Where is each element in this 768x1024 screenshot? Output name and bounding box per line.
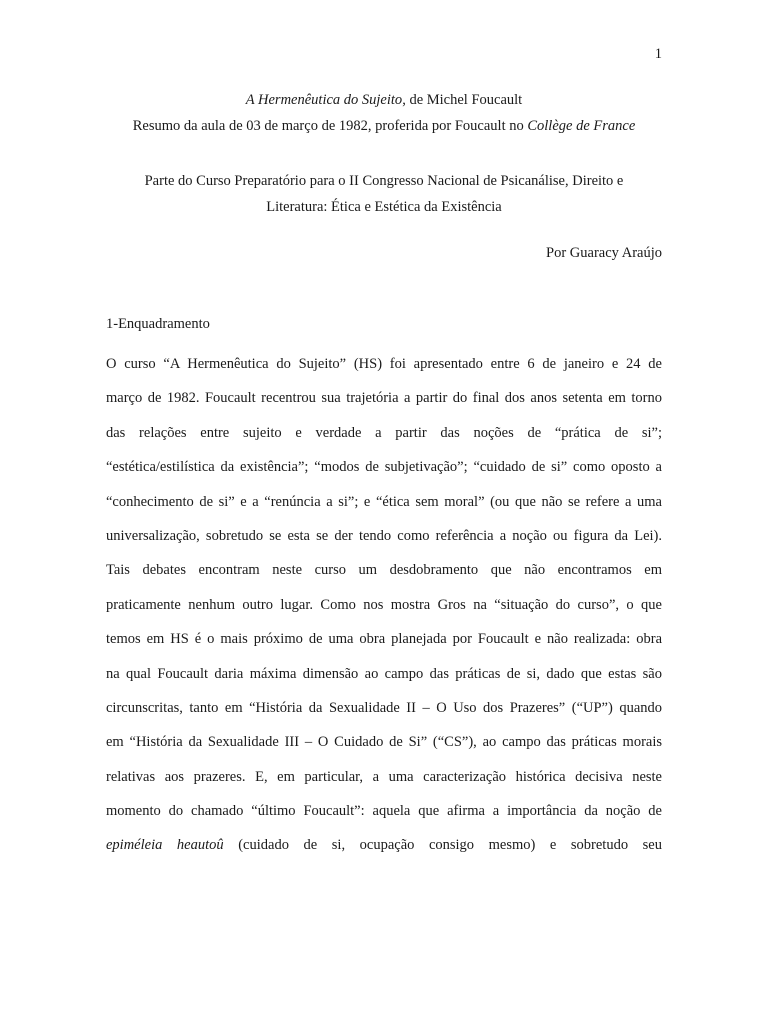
body-line-text: na qual Foucault daria máxima dimensão ao campo das práticas de si, dado que estas são bbox=[106, 665, 662, 682]
body-line bbox=[106, 767, 662, 801]
body-line bbox=[106, 664, 662, 698]
body-line bbox=[106, 526, 662, 560]
body-line-text: temos em HS é o mais próximo de uma obra planejada por Foucault e não realizada: obra bbox=[106, 631, 662, 648]
body-line bbox=[106, 354, 662, 388]
body-line bbox=[106, 423, 662, 457]
document-title bbox=[106, 90, 662, 110]
body-line-text: relativas aos prazeres. E, em particular, a uma caracterização histórica decisiva neste bbox=[106, 768, 662, 785]
body-line bbox=[106, 457, 662, 491]
body-line bbox=[106, 388, 662, 422]
section-heading: 1-Enquadramento bbox=[106, 316, 210, 332]
greek-term: epiméleia heautoû bbox=[106, 837, 224, 854]
body-line bbox=[106, 698, 662, 732]
body-line-text: “conhecimento de si” e a “renúncia a si”; e “ética sem moral” (ou que não se refere a uma bbox=[106, 493, 662, 510]
body-line-text: universalização, sobretudo se esta se der tendo como referência a noção ou figura da Lei). bbox=[106, 527, 662, 544]
body-line-text: “estética/estilística da existência”; “modos de subjetivação”; “cuidado de si” como oposto a bbox=[106, 459, 662, 476]
body-line bbox=[106, 560, 662, 594]
document-subtitle bbox=[106, 116, 662, 136]
body-line bbox=[106, 801, 662, 835]
body-paragraph bbox=[106, 354, 662, 870]
body-line-text: em “História da Sexualidade III – O Cuidado de Si” (“CS”), ao campo das práticas morais bbox=[106, 734, 662, 751]
subtitle-italic: Collège de France bbox=[527, 118, 636, 134]
body-line bbox=[106, 492, 662, 526]
title-italic: A Hermenêutica do Sujeito bbox=[245, 92, 403, 108]
body-line-text: Tais debates encontram neste curso um desdobramento que não encontramos em bbox=[106, 562, 662, 579]
page-number: 1 bbox=[654, 46, 662, 62]
body-line bbox=[106, 629, 662, 663]
body-line-text: praticamente nenhum outro lugar. Como nos mostra Gros na “situação do curso”, o que bbox=[106, 596, 662, 613]
body-line bbox=[106, 732, 662, 766]
course-description bbox=[106, 168, 662, 220]
title-rest: , de Michel Foucault bbox=[402, 92, 523, 108]
body-line-text: circunscritas, tanto em “História da Sexualidade II – O Uso dos Prazeres” (“UP”) quando bbox=[106, 699, 662, 716]
body-line bbox=[106, 595, 662, 629]
course-line-1: Parte do Curso Preparatório para o II Congresso Nacional de Psicanálise, Direito e bbox=[144, 173, 624, 189]
body-line-text: O curso “A Hermenêutica do Sujeito” (HS) foi apresentado entre 6 de janeiro e 24 de bbox=[106, 356, 662, 372]
last-line-rest: (cuidado de si, ocupação consigo mesmo) e sobretudo seu bbox=[223, 837, 662, 854]
author-line: Por Guaracy Araújo bbox=[546, 245, 662, 261]
body-line-text bbox=[106, 835, 662, 855]
body-line-text: março de 1982. Foucault recentrou sua trajetória a partir do final dos anos setenta em torno bbox=[106, 390, 662, 407]
subtitle-text: Resumo da aula de 03 de março de 1982, proferida por Foucault no bbox=[132, 118, 528, 134]
course-line-2: Literatura: Ética e Estética da Existência bbox=[266, 199, 502, 215]
body-line-text: das relações entre sujeito e verdade a partir das noções de “prática de si”; bbox=[106, 424, 662, 441]
body-line-last bbox=[106, 835, 662, 869]
body-line-text: momento do chamado “último Foucault”: aquela que afirma a importância da noção de bbox=[106, 803, 662, 820]
